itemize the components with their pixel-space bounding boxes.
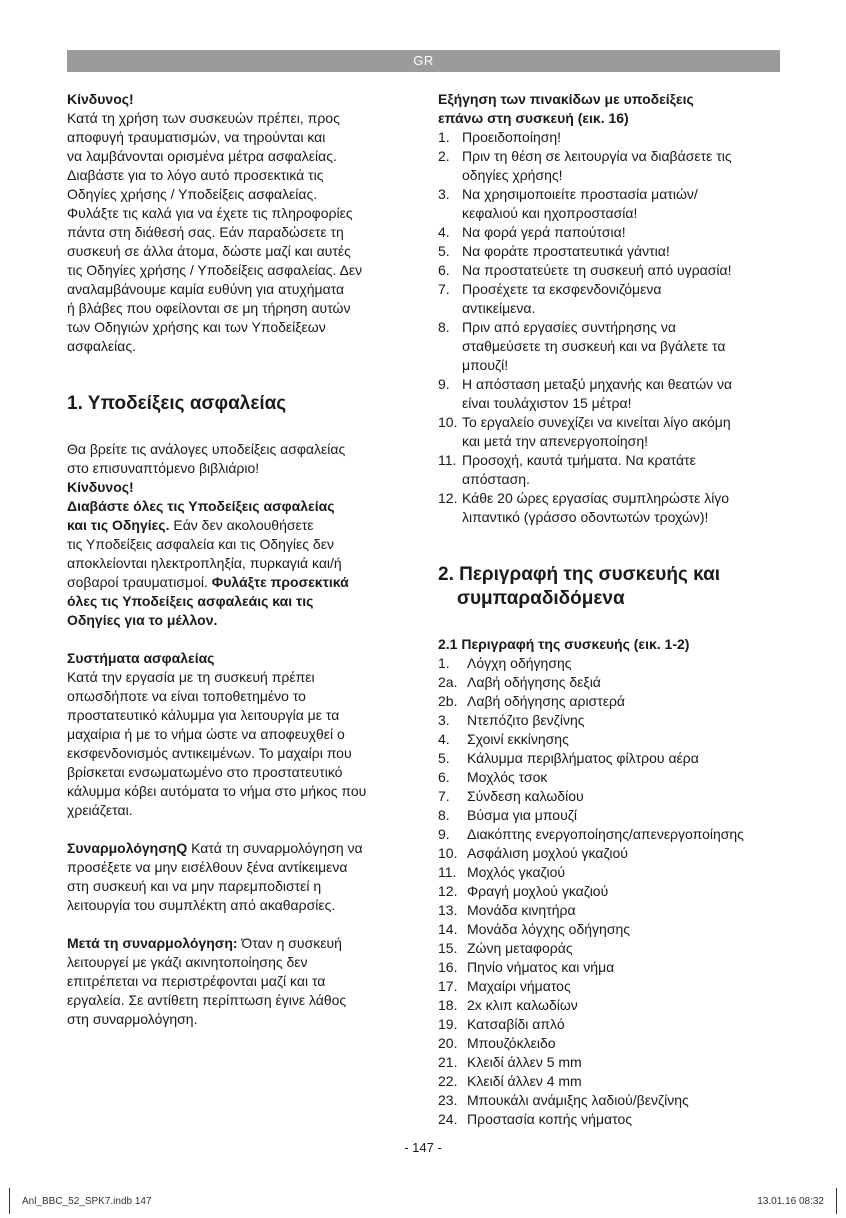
assembly-rest: Κατά τη συναρμολόγηση να <box>187 840 363 856</box>
section-1-line-e-bold: Φυλάξτε προσεκτικά <box>211 574 349 590</box>
sign-list-item <box>438 185 783 204</box>
part-number: 5. <box>438 750 450 766</box>
part-list-item <box>438 977 783 996</box>
part-label: Πηνίο νήματος και νήμα <box>467 959 615 975</box>
sign-number <box>438 508 462 527</box>
part-label: Διακόπτης ενεργοποίησης/απενεργοποίησης <box>467 826 744 842</box>
sign-list-item <box>438 451 783 470</box>
assembly-bold-label: ΣυναρμολόγησηQ <box>67 840 188 856</box>
section-1-text <box>67 440 412 478</box>
intro-line: ασφαλείας. <box>67 338 136 354</box>
part-label: Μπουκάλι ανάμιξης λαδιού/βενζίνης <box>467 1092 689 1108</box>
part-list-item <box>438 749 783 768</box>
part-list-item <box>438 958 783 977</box>
sign-text: μπουζί! <box>462 357 509 373</box>
part-number: 20. <box>438 1035 458 1051</box>
signs-list <box>438 128 783 527</box>
sign-list-item <box>438 356 783 375</box>
sign-number: 8. <box>438 319 450 335</box>
sign-text: σταθμεύσετε τη συσκευή και να βγάλετε τα <box>462 338 726 354</box>
right-column <box>438 90 783 1129</box>
part-number: 2b. <box>438 693 458 709</box>
sign-number: 10. <box>438 414 458 430</box>
part-label: Ζώνη μεταφοράς <box>467 940 573 956</box>
sign-list-item <box>438 261 783 280</box>
part-number: 13. <box>438 902 458 918</box>
sign-number <box>438 470 462 489</box>
intro-line: αποφυγή τραυματισμών, να τηρούνται και <box>67 129 326 145</box>
intro-line: Κατά τη χρήση των συσκευών πρέπει, προς <box>67 110 340 126</box>
part-number: 12. <box>438 883 458 899</box>
sign-list-item <box>438 299 783 318</box>
sign-list-item <box>438 508 783 527</box>
part-label: Μοχλός τσοκ <box>467 769 548 785</box>
part-list-item <box>438 1034 783 1053</box>
sign-number <box>438 166 462 185</box>
safety-systems-line: κάλυμμα κόβει αυτόματα το νήμα στο μήκος που <box>67 783 367 799</box>
part-number: 23. <box>438 1092 458 1108</box>
part-label: Ασφάλιση μοχλού γκαζιού <box>467 845 628 861</box>
sign-list-item <box>438 166 783 185</box>
signs-title-line-2: επάνω στη συσκευή (εικ. 16) <box>438 110 629 126</box>
sign-list-item <box>438 223 783 242</box>
safety-systems-line: χρειάζεται. <box>67 802 133 818</box>
safety-systems-text <box>67 668 412 820</box>
after-assembly-text <box>67 953 412 1029</box>
section-1-bold-b: και τις Οδηγίες. <box>67 517 170 533</box>
safety-systems-line: προστατευτικό κάλυμμα για λειτουργία με τα <box>67 707 340 723</box>
part-list-item <box>438 768 783 787</box>
intro-line: τις Οδηγίες χρήσης / Υποδείξεις ασφαλείας. Δεν <box>67 262 363 278</box>
part-label: Λαβή οδήγησης αριστερά <box>467 693 626 709</box>
section-1-bold-line-f: όλες τις Υποδείξεις ασφαλεάις και τις <box>67 593 314 609</box>
sign-text: Να προστατεύετε τη συσκευή από υγρασία! <box>462 262 732 278</box>
part-number: 4. <box>438 731 450 747</box>
part-number: 15. <box>438 940 458 956</box>
section-1-line: Θα βρείτε τις ανάλογες υποδείξεις ασφαλείας <box>67 441 346 457</box>
part-list-item <box>438 1053 783 1072</box>
sign-text: Το εργαλείο συνεχίζει να κινείται λίγο ακόμη <box>462 414 731 430</box>
safety-systems-title: Συστήματα ασφαλείας <box>67 650 215 666</box>
part-label: Μοχλός γκαζιού <box>467 864 566 880</box>
sign-number: 9. <box>438 376 450 392</box>
sign-text: οδηγίες χρήσης! <box>462 167 563 183</box>
sign-text: είναι τουλάχιστον 15 μέτρα! <box>462 395 632 411</box>
section-1-line-d: αποκλείονται ηλεκτροπληξία, πυρκαγιά και/ή <box>67 555 342 571</box>
part-list-item <box>438 920 783 939</box>
sign-list-item <box>438 413 783 432</box>
section-1-bold-line-g: Οδηγίες για το μέλλον. <box>67 612 218 628</box>
after-assembly-line: λειτουργεί με γκάζι ακινητοποίησης δεν <box>67 954 308 970</box>
assembly-text <box>67 858 412 915</box>
intro-line: συσκευή σε άλλα άτομα, δώστε μαζί και αυτές <box>67 243 351 259</box>
section-1-bold-line-a: Διαβάστε όλες τις Υποδείξεις ασφαλείας <box>67 498 335 514</box>
section-1-rest-b: Εάν δεν ακολουθήσετε <box>169 517 314 533</box>
part-label: Κλειδί άλλεν 4 mm <box>467 1073 582 1089</box>
part-label: Μονάδα λόγχης οδήγησης <box>467 921 630 937</box>
sign-number <box>438 394 462 413</box>
sign-number <box>438 337 462 356</box>
part-label: Μαχαίρι νήματος <box>467 978 571 994</box>
sign-text: Να φοράτε προστατευτικά γάντια! <box>462 243 670 259</box>
part-number: 3. <box>438 712 450 728</box>
part-list-item <box>438 1015 783 1034</box>
sign-list-item <box>438 280 783 299</box>
sign-text: Να χρησιμοποιείτε προστασία ματιών/ <box>462 186 698 202</box>
section-1-line-e <box>67 573 412 592</box>
part-number: 21. <box>438 1054 458 1070</box>
sign-list-item <box>438 204 783 223</box>
intro-line: ή βλάβες που οφείλονται σε μη τήρηση αυτών <box>67 300 351 316</box>
assembly-line: προσέξετε να μην εισέλθουν ξένα αντίκειμενα <box>67 859 348 875</box>
part-label: Μπουζόκλειδο <box>467 1035 556 1051</box>
sign-text: Προσοχή, καυτά τμήματα. Να κρατάτε <box>462 452 696 468</box>
language-code: GR <box>413 53 434 68</box>
part-list-item <box>438 1110 783 1129</box>
assembly-line: λειτουργία του συμπλέκτη από ακαθαρσίες. <box>67 897 336 913</box>
part-number: 8. <box>438 807 450 823</box>
part-label: Προστασία κοπής νήματος <box>467 1111 632 1127</box>
assembly-line: στη συσκευή και να μην παρεμποδιστεί η <box>67 878 322 894</box>
sign-number: 12. <box>438 490 458 506</box>
section-1-line-e-normal: σοβαροί τραυματισμοί. <box>67 574 212 590</box>
part-label: Λόγχη οδήγησης <box>467 655 572 671</box>
sign-list-item <box>438 318 783 337</box>
part-label: Φραγή μοχλού γκαζιού <box>467 883 609 899</box>
sign-number <box>438 299 462 318</box>
section-1-danger: Κίνδυνος! <box>67 479 134 495</box>
safety-systems-line: Κατά την εργασία με τη συσκευή πρέπει <box>67 669 315 685</box>
part-number: 14. <box>438 921 458 937</box>
intro-line: Διαβάστε για το λόγο αυτό προσεκτικά τις <box>67 167 324 183</box>
sign-number: 11. <box>438 452 457 468</box>
sign-number: 7. <box>438 281 450 297</box>
part-list-item <box>438 692 783 711</box>
sign-text: κεφαλιού και ηχοπροστασία! <box>462 205 638 221</box>
sign-list-item <box>438 432 783 451</box>
sign-number <box>438 204 462 223</box>
part-label: 2x κλιπ καλωδίων <box>467 997 578 1013</box>
sign-text: Κάθε 20 ώρες εργασίας συμπληρώστε λίγο <box>462 490 730 506</box>
part-number: 9. <box>438 826 450 842</box>
part-number: 19. <box>438 1016 458 1032</box>
signs-title-line-1: Εξήγηση των πινακίδων με υποδείξεις <box>438 91 694 107</box>
section-1-line: στο επισυναπτόμενο βιβλιάριο! <box>67 460 260 476</box>
sign-text: Προσέχετε τα εκσφενδονιζόμενα <box>462 281 662 297</box>
safety-systems-line: βρίσκεται ενσωματωμένο στο προστατευτικό <box>67 764 343 780</box>
sign-list-item <box>438 489 783 508</box>
left-column <box>67 90 412 1029</box>
part-list-item <box>438 939 783 958</box>
part-list-item <box>438 711 783 730</box>
part-list-item <box>438 654 783 673</box>
sign-number <box>438 356 462 375</box>
sign-number: 6. <box>438 262 450 278</box>
page-number: - 147 - <box>404 1140 442 1155</box>
sign-text: απόσταση. <box>462 471 530 487</box>
part-number: 7. <box>438 788 450 804</box>
intro-line: Φυλάξτε τις καλά για να έχετε τις πληροφορίες <box>67 205 353 221</box>
part-number: 2a. <box>438 674 458 690</box>
intro-line: των Οδηγιών χρήσης και των Υποδείξεων <box>67 319 326 335</box>
part-list-item <box>438 825 783 844</box>
safety-systems-line: μαχαίρια ή με το νήμα ώστε να αποφευχθεί ο <box>67 726 345 742</box>
sign-list-item <box>438 470 783 489</box>
intro-line: πάντα στη διάθεσή σας. Εάν παραδώσετε τη <box>67 224 344 240</box>
part-number: 16. <box>438 959 458 975</box>
part-list-item <box>438 1091 783 1110</box>
sign-text: Πριν τη θέση σε λειτουργία να διαβάσετε τις <box>462 148 732 164</box>
sign-number: 3. <box>438 186 450 202</box>
part-list-item <box>438 787 783 806</box>
sign-text: Προειδοποίηση! <box>462 129 562 145</box>
part-number: 24. <box>438 1111 458 1127</box>
intro-line: Οδηγίες χρήσης / Υποδείξεις ασφαλείας. <box>67 186 318 202</box>
part-number: 17. <box>438 978 458 994</box>
section-1-line-c: τις Υποδείξεις ασφαλεία και τις Οδηγίες δεν <box>67 536 334 552</box>
part-list-item <box>438 673 783 692</box>
language-header-bar <box>67 50 780 72</box>
crop-mark-right <box>836 1188 837 1214</box>
sign-text: και μετά την απενεργοποίηση! <box>462 433 648 449</box>
sign-text: αντικείμενα. <box>462 300 536 316</box>
sign-list-item <box>438 128 783 147</box>
part-label: Κάλυμμα περιβλήματος φίλτρου αέρα <box>467 750 699 766</box>
part-number: 1. <box>438 655 450 671</box>
part-list-item <box>438 1072 783 1091</box>
sign-number: 5. <box>438 243 450 259</box>
part-list-item <box>438 730 783 749</box>
section-2-title-line-1: 2. Περιγραφή της συσκευής και <box>438 564 721 585</box>
after-assembly-line: επιτρέπεται να περιστρέφονται μαζί και τα <box>67 973 326 989</box>
safety-systems-line: εκσφενδονισμός αντικειμένων. Το μαχαίρι που <box>67 745 352 761</box>
part-list-item <box>438 863 783 882</box>
sign-list-item <box>438 337 783 356</box>
safety-systems-line: οπωσδήποτε να είναι τοποθετημένο το <box>67 688 306 704</box>
sign-text: Να φορά γερά παπούτσια! <box>462 224 626 240</box>
part-list-item <box>438 901 783 920</box>
sign-text: Πριν από εργασίες συντήρησης να <box>462 319 676 335</box>
assembly-line-1 <box>67 839 412 858</box>
sign-number: 2. <box>438 148 450 164</box>
sign-number: 4. <box>438 224 450 240</box>
part-label: Βύσμα για μπουζί <box>467 807 578 823</box>
after-assembly-line-1 <box>67 934 412 953</box>
part-number: 6. <box>438 769 450 785</box>
sign-text: λιπαντικό (γράσσο οδοντωτών τροχών)! <box>462 509 709 525</box>
section-1-line-b <box>67 516 412 535</box>
crop-mark-left <box>9 1188 10 1214</box>
part-label: Λαβή οδήγησης δεξιά <box>467 674 601 690</box>
danger-title: Κίνδυνος! <box>67 91 134 107</box>
after-assembly-line: στη συναρμολόγηση. <box>67 1011 198 1027</box>
part-label: Ντεπόζιτο βενζίνης <box>467 712 585 728</box>
section-2-title-line-2: συμπαραδιδόμενα <box>457 588 625 609</box>
section-2-1-title: 2.1 Περιγραφή της συσκευής (εικ. 1-2) <box>438 636 690 652</box>
sign-number: 1. <box>438 129 450 145</box>
part-number: 18. <box>438 997 458 1013</box>
part-list-item <box>438 882 783 901</box>
after-assembly-rest: Όταν η συσκευή <box>237 935 342 951</box>
part-number: 10. <box>438 845 458 861</box>
parts-list <box>438 654 783 1129</box>
sign-list-item <box>438 375 783 394</box>
part-label: Σύνδεση καλωδίου <box>467 788 584 804</box>
part-list-item <box>438 996 783 1015</box>
after-assembly-line: εργαλεία. Σε αντίθετη περίπτωση έγινε λάθος <box>67 992 347 1008</box>
file-info: Anl_BBC_52_SPK7.indb 147 <box>22 1196 152 1207</box>
section-1-title: 1. Υποδείξεις ασφαλείας <box>67 393 287 414</box>
sign-list-item <box>438 242 783 261</box>
intro-line: αναλαμβάνουμε καμία ευθύνη για ατυχήματα <box>67 281 345 297</box>
part-list-item <box>438 844 783 863</box>
part-number: 22. <box>438 1073 458 1089</box>
part-label: Μονάδα κινητήρα <box>467 902 576 918</box>
intro-paragraph <box>67 109 412 356</box>
part-label: Κατσαβίδι απλό <box>467 1016 565 1032</box>
sign-number <box>438 432 462 451</box>
part-label: Κλειδί άλλεν 5 mm <box>467 1054 582 1070</box>
intro-line: να λαμβάνονται ορισμένα μέτρα ασφαλείας. <box>67 148 337 164</box>
sign-list-item <box>438 394 783 413</box>
part-label: Σχοινί εκκίνησης <box>467 731 569 747</box>
part-list-item <box>438 806 783 825</box>
print-date-time: 13.01.16 08:32 <box>757 1196 824 1207</box>
sign-list-item <box>438 147 783 166</box>
after-assembly-bold-label: Μετά τη συναρμολόγηση: <box>67 935 238 951</box>
part-number: 11. <box>438 864 457 880</box>
sign-text: Η απόσταση μεταξύ μηχανής και θεατών να <box>462 376 733 392</box>
